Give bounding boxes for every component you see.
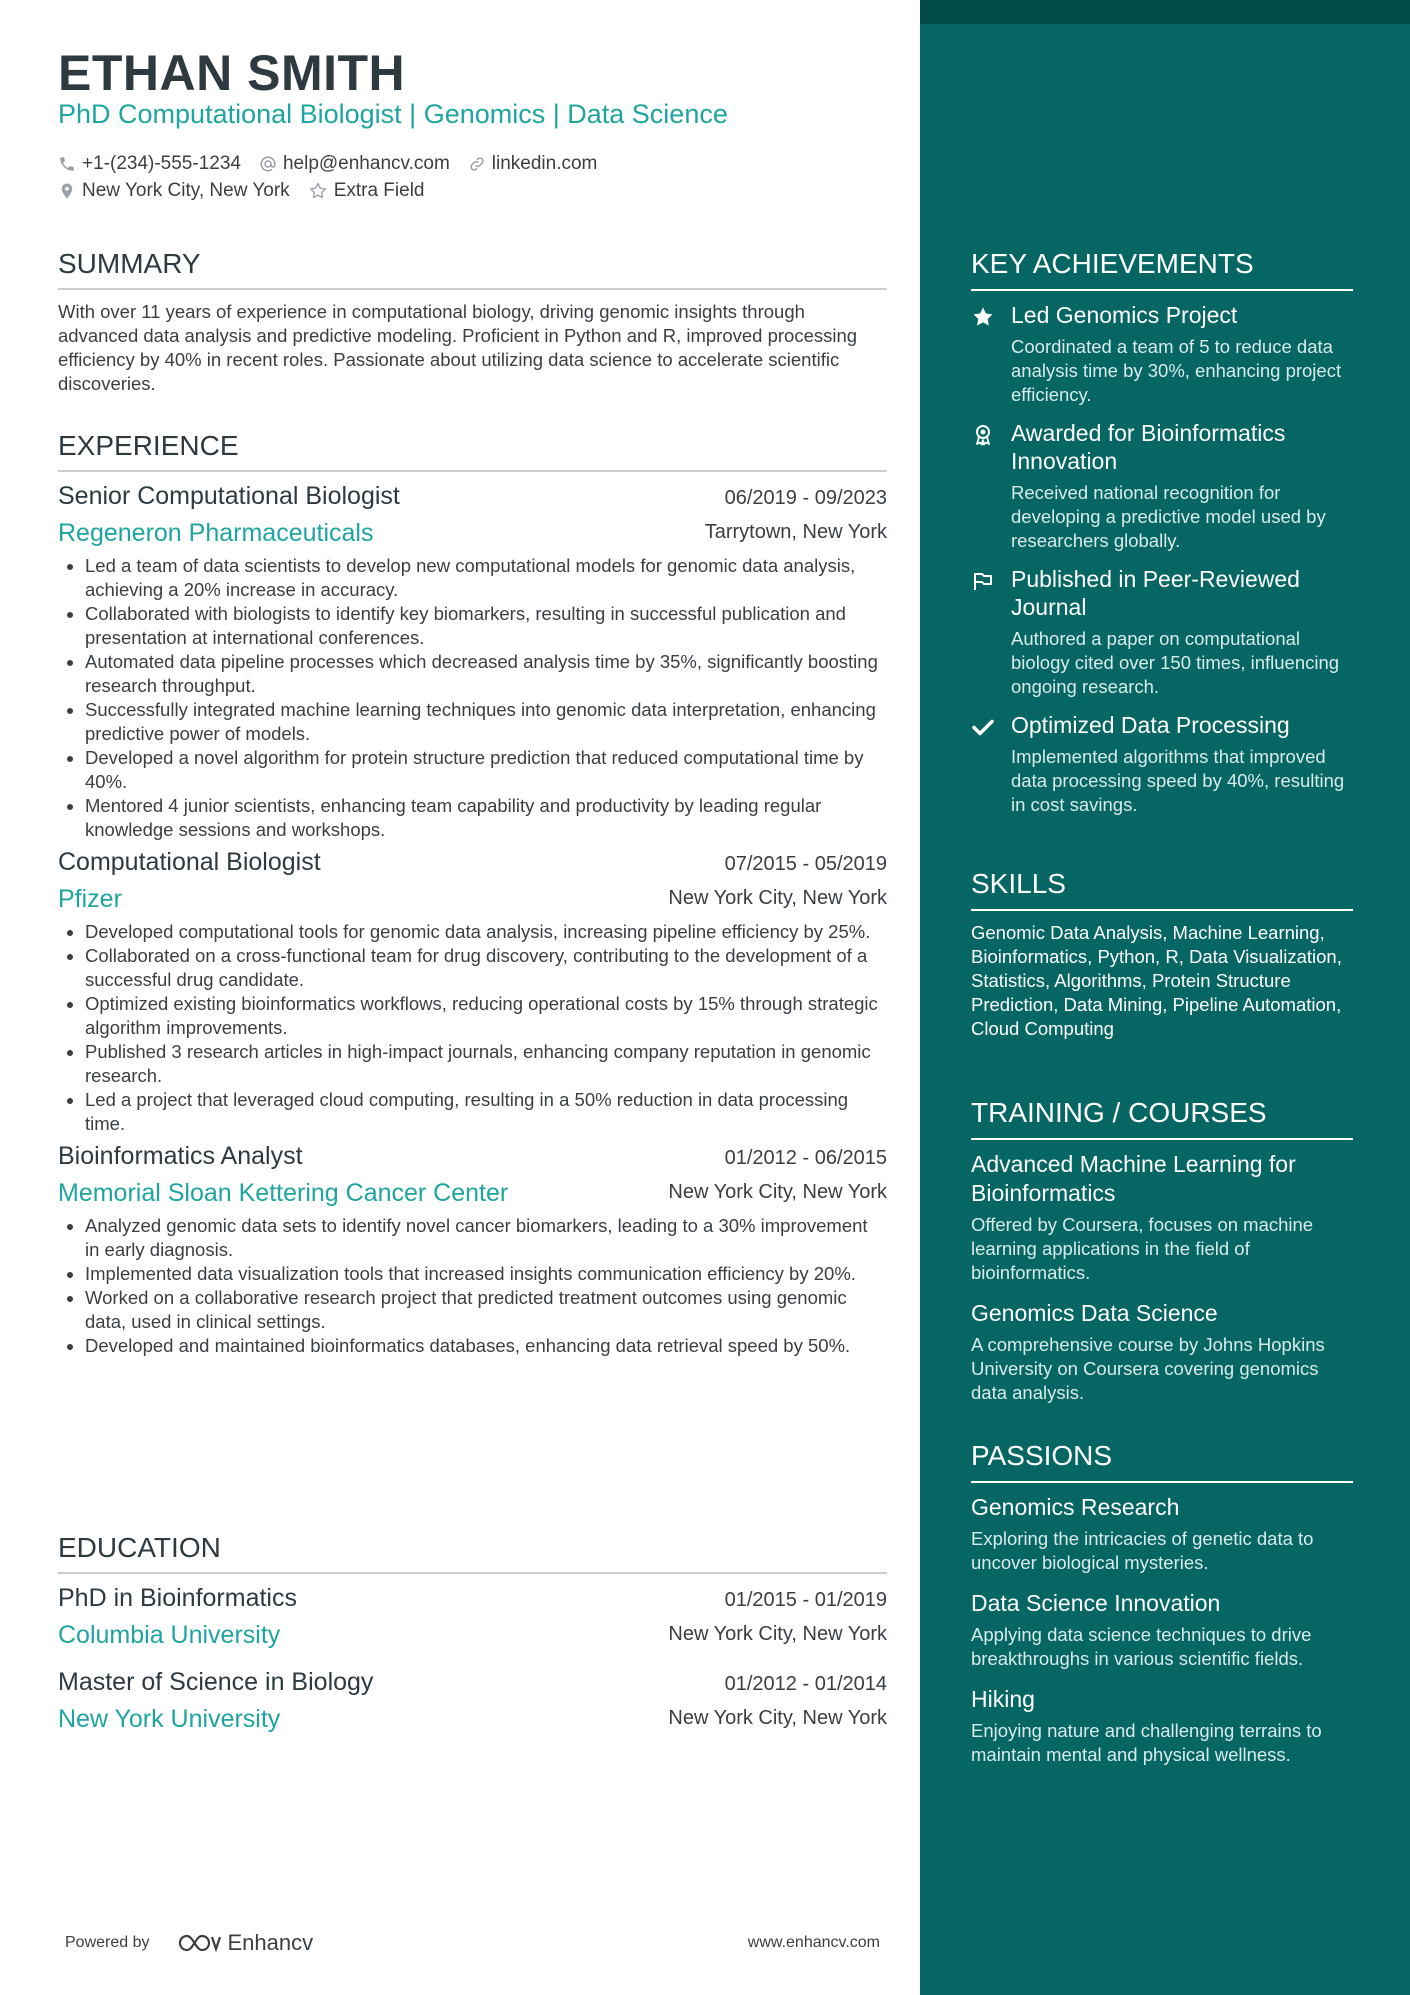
course-item (971, 1299, 1353, 1405)
enhancv-logo[interactable] (176, 1930, 314, 1956)
bullet-item: • Worked on a collaborative research project that predicted treatment outcomes using genomic data, used in clinical settings. (85, 1286, 887, 1334)
website-link[interactable]: www.enhancv.com (747, 1934, 880, 1951)
enhancv-logo-icon (176, 1931, 222, 1955)
company-name: Pfizer (58, 885, 122, 913)
skills-text: Genomic Data Analysis, Machine Learning, Bioinformatics, Python, R, Data Visualization, Statistics, Algorithms, Protein Structure Prediction, Data Mining, Pipeline Automation, Cloud Computing (971, 922, 1342, 1039)
experience-entry (58, 848, 887, 1136)
training-title: TRAINING / COURSES (971, 1097, 1353, 1140)
summary-title: SUMMARY (58, 248, 887, 290)
degree-title: PhD in Bioinformatics (58, 1584, 297, 1612)
job-dates: 07/2015 - 05/2019 (724, 853, 887, 875)
achievement-item (971, 301, 1353, 407)
passion-title: Data Science Innovation (971, 1590, 1221, 1616)
sidebar (920, 0, 1410, 1995)
passion-desc: Enjoying nature and challenging terrains to maintain mental and physical wellness. (971, 1720, 1322, 1765)
bullet-item: • Analyzed genomic data sets to identify novel cancer biomarkers, leading to a 30% improvement in early diagnosis. (85, 1214, 887, 1262)
phone-text: +1-(234)-555-1234 (82, 152, 241, 174)
bullet-item: • Led a team of data scientists to develop new computational models for genomic data analysis, achieving a 20% increase in accuracy. (85, 554, 887, 602)
course-item (971, 1150, 1353, 1285)
company-name: Memorial Sloan Kettering Cancer Center (58, 1179, 509, 1207)
passion-item (971, 1493, 1353, 1575)
experience-entry (58, 482, 887, 842)
location-text: New York City, New York (82, 179, 290, 201)
phone-contact[interactable] (58, 153, 241, 175)
bullet-item: • Implemented data visualization tools that increased insights communication efficiency by 20%. (85, 1262, 887, 1286)
job-title: Bioinformatics Analyst (58, 1142, 303, 1170)
bullet-item: • Developed and maintained bioinformatics databases, enhancing data retrieval speed by 50%. (85, 1334, 887, 1358)
job-bullets (58, 554, 887, 842)
candidate-headline: PhD Computational Biologist | Genomics | Data Science (58, 99, 728, 129)
achievements-title: KEY ACHIEVEMENTS (971, 248, 1353, 291)
education-location: New York City, New York (668, 1623, 887, 1645)
email-text: help@enhancv.com (282, 152, 450, 174)
sidebar-top-band (920, 0, 1410, 24)
passion-title: Hiking (971, 1686, 1035, 1712)
bullet-item: • Published 3 research articles in high-impact journals, enhancing company reputation in genomic research. (85, 1040, 887, 1088)
achievement-desc: Received national recognition for developing a predictive model used by researchers globally. (1011, 482, 1326, 551)
passion-desc: Exploring the intricacies of genetic data to uncover biological mysteries. (971, 1528, 1314, 1573)
achievement-item (971, 565, 1353, 699)
linkedin-text: linkedin.com (491, 152, 598, 174)
school-name: New York University (58, 1705, 281, 1733)
bullet-item: • Led a project that leveraged cloud computing, resulting in a 50% reduction in data processing time. (85, 1088, 887, 1136)
bullet-item: • Developed a novel algorithm for protein structure prediction that reduced computational time by 40%. (85, 746, 887, 794)
powered-by (65, 1930, 313, 1956)
education-entry (58, 1668, 887, 1734)
education-section (58, 1532, 887, 1740)
training-section (971, 1097, 1353, 1419)
passions-section (971, 1440, 1353, 1781)
powered-by-text: Powered by (65, 1934, 150, 1951)
course-title: Genomics Data Science (971, 1300, 1218, 1326)
education-dates: 01/2012 - 01/2014 (724, 1673, 887, 1695)
company-name: Regeneron Pharmaceuticals (58, 519, 374, 547)
star-icon (971, 301, 1011, 407)
course-desc: A comprehensive course by Johns Hopkins University on Coursera covering genomics data analysis. (971, 1334, 1325, 1403)
education-entry (58, 1584, 887, 1650)
passion-desc: Applying data science techniques to drive breakthroughs in various scientific fields. (971, 1624, 1312, 1669)
job-bullets (58, 1214, 887, 1358)
achievement-desc: Authored a paper on computational biology cited over 150 times, influencing ongoing research. (1011, 628, 1340, 697)
candidate-name: ETHAN SMITH (58, 45, 406, 101)
extra-field (308, 180, 425, 202)
achievement-item (971, 419, 1353, 553)
skills-section (971, 868, 1353, 1041)
job-title: Computational Biologist (58, 848, 321, 876)
bullet-item: • Collaborated with biologists to identify key biomarkers, resulting in successful publication and presentation at international conferences. (85, 602, 887, 650)
phone-icon (58, 155, 76, 173)
summary-text: With over 11 years of experience in computational biology, driving genomic insights through advanced data analysis and predictive modeling. Proficient in Python and R, improved processing efficiency by 40% in recent roles. Passionate about utilizing data science to accelerate scientific discoveries. (58, 301, 858, 394)
passion-item (971, 1589, 1353, 1671)
course-desc: Offered by Coursera, focuses on machine learning applications in the field of bioinformatics. (971, 1214, 1314, 1283)
passion-title: Genomics Research (971, 1494, 1180, 1520)
achievement-desc: Implemented algorithms that improved data processing speed by 40%, resulting in cost savings. (1011, 746, 1345, 815)
achievement-title: Led Genomics Project (1011, 302, 1238, 328)
achievement-title: Awarded for Bioinformatics Innovation (1011, 420, 1286, 474)
bullet-item: • Optimized existing bioinformatics workflows, reducing operational costs by 15% through strategic algorithm improvements. (85, 992, 887, 1040)
experience-entry (58, 1142, 887, 1358)
job-location: New York City, New York (668, 1181, 887, 1203)
link-icon (468, 155, 486, 173)
education-dates: 01/2015 - 01/2019 (724, 1589, 887, 1611)
achievement-title: Published in Peer-Reviewed Journal (1011, 566, 1300, 620)
education-location: New York City, New York (668, 1707, 887, 1729)
bullet-item: • Developed computational tools for genomic data analysis, increasing pipeline efficiency by 25%. (85, 920, 887, 944)
job-location: Tarrytown, New York (704, 521, 887, 543)
skills-title: SKILLS (971, 868, 1353, 911)
contact-info (58, 150, 615, 204)
checkmark-icon (971, 711, 1011, 817)
job-location: New York City, New York (668, 887, 887, 909)
star-outline-icon (308, 181, 328, 201)
award-icon (971, 419, 1011, 553)
linkedin-contact[interactable] (468, 153, 598, 175)
location-contact (58, 180, 290, 202)
email-contact[interactable] (259, 153, 450, 175)
bullet-item: • Successfully integrated machine learning techniques into genomic data interpretation, enhancing predictive power of models. (85, 698, 887, 746)
passions-title: PASSIONS (971, 1440, 1353, 1483)
achievements-section (971, 248, 1353, 829)
passion-item (971, 1685, 1353, 1767)
achievement-desc: Coordinated a team of 5 to reduce data analysis time by 30%, enhancing project efficiency. (1011, 336, 1342, 405)
degree-title: Master of Science in Biology (58, 1668, 374, 1696)
achievement-title: Optimized Data Processing (1011, 712, 1290, 738)
job-dates: 01/2012 - 06/2015 (724, 1147, 887, 1169)
footer (65, 1930, 880, 1956)
location-pin-icon (58, 182, 76, 200)
school-name: Columbia University (58, 1621, 281, 1649)
bullet-item: • Automated data pipeline processes which decreased analysis time by 35%, significantly boosting research throughput. (85, 650, 887, 698)
at-icon (259, 155, 277, 173)
job-title: Senior Computational Biologist (58, 482, 400, 510)
experience-section (58, 430, 887, 1364)
flag-icon (971, 565, 1011, 699)
education-title: EDUCATION (58, 1532, 887, 1574)
job-dates: 06/2019 - 09/2023 (724, 487, 887, 509)
extra-field-text: Extra Field (333, 179, 425, 201)
bullet-item: • Mentored 4 junior scientists, enhancing team capability and productivity by leading regular knowledge sessions and workshops. (85, 794, 887, 842)
achievement-item (971, 711, 1353, 817)
course-title: Advanced Machine Learning for Bioinformatics (971, 1151, 1296, 1206)
enhancv-brand-text: Enhancv (227, 1930, 314, 1955)
experience-title: EXPERIENCE (58, 430, 887, 472)
job-bullets (58, 920, 887, 1136)
bullet-item: • Collaborated on a cross-functional team for drug discovery, contributing to the development of a successful drug candidate. (85, 944, 887, 992)
summary-section (58, 248, 887, 396)
